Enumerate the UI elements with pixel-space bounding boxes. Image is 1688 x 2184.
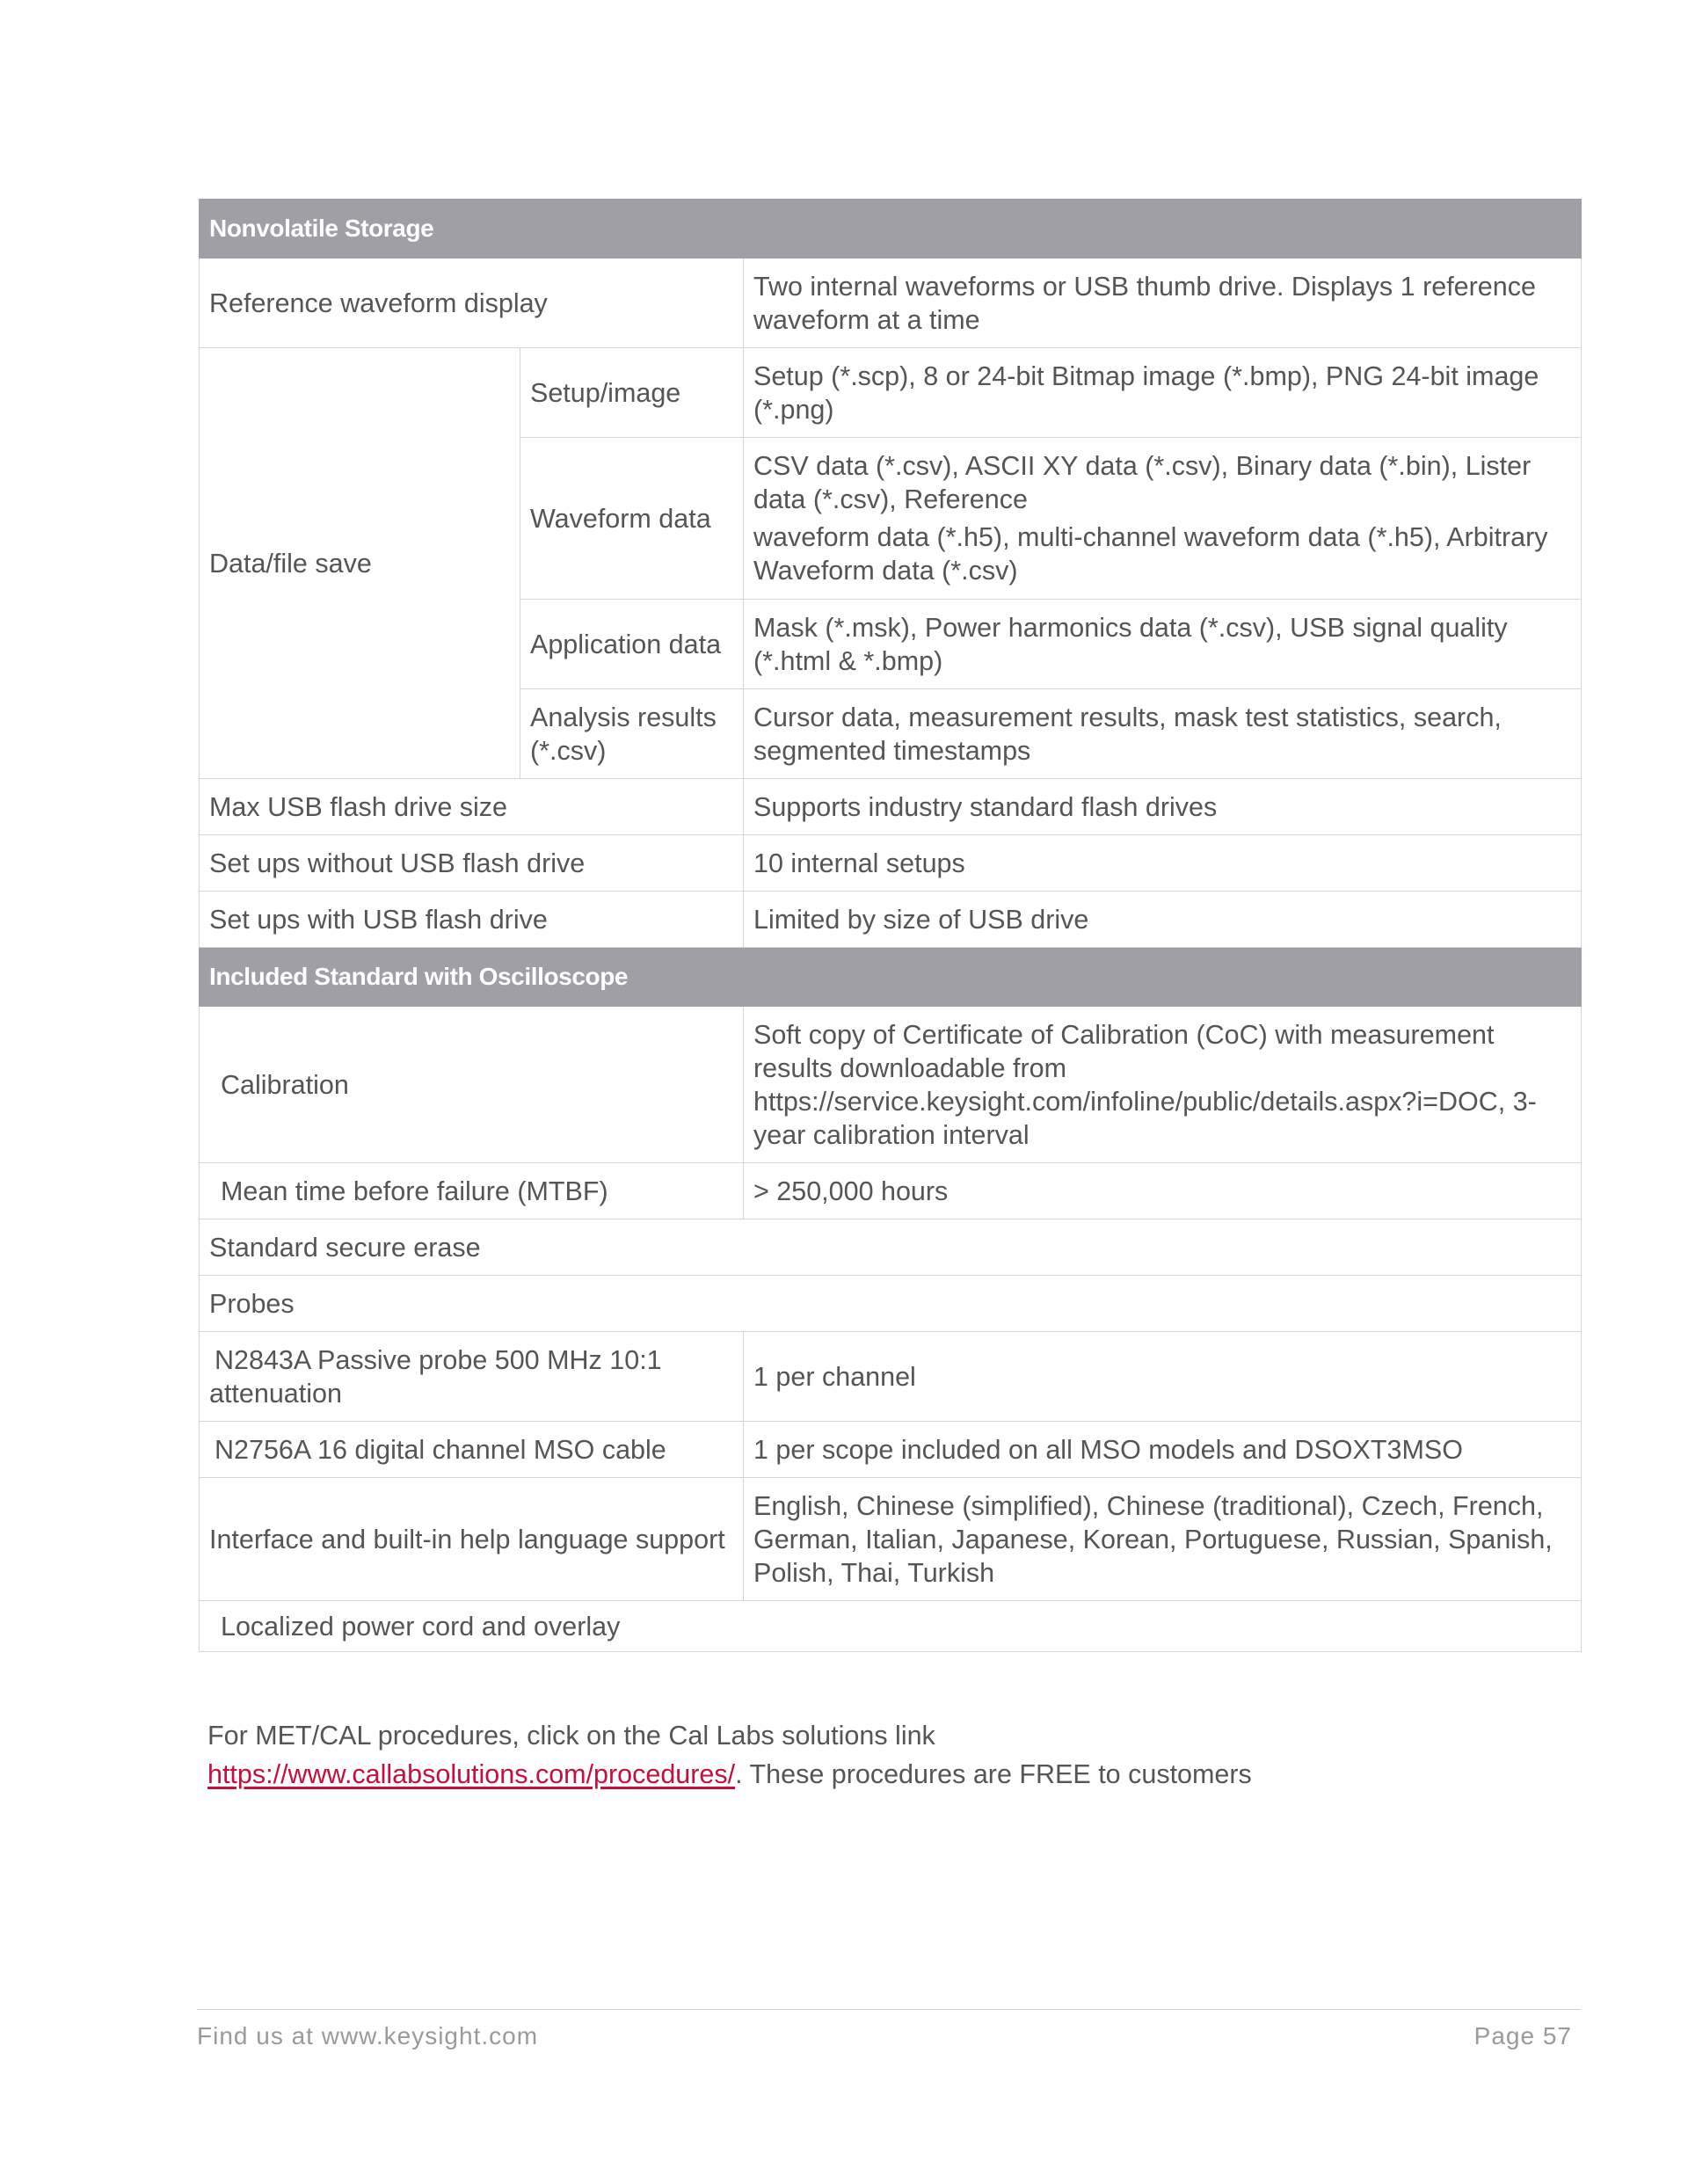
- row-value-language: English, Chinese (simplified), Chinese (traditional), Czech, French, German, Italian, Japanese, Korean, Portuguese, Russian, Spanish, Polish, Thai, Turkish: [744, 1478, 1582, 1601]
- table-row: [200, 1219, 1582, 1276]
- row-label-reference-waveform: Reference waveform display: [200, 258, 744, 348]
- row-value-setups-with-usb: Limited by size of USB drive: [744, 892, 1582, 948]
- row-label-language: Interface and built-in help language support: [200, 1478, 744, 1601]
- section-header-included-standard: Included Standard with Oscilloscope: [200, 948, 1582, 1007]
- callabsolutions-link[interactable]: https://www.callabsolutions.com/procedures/: [207, 1759, 736, 1789]
- row-value-probe-n2843a: 1 per channel: [744, 1332, 1582, 1422]
- row-value-calibration: Soft copy of Certificate of Calibration (CoC) with measurement results downloadable from https://service.keysight.com/infoline/public/details.aspx?i=DOC, 3-year calibration interval: [744, 1007, 1582, 1163]
- table-row: [200, 1163, 1582, 1219]
- probe-n2843a-text: N2843A Passive probe 500 MHz 10:1 attenuation: [209, 1344, 662, 1409]
- row-label-max-usb: Max USB flash drive size: [200, 779, 744, 835]
- met-cal-footnote: [207, 1716, 1252, 1794]
- sub-value-application-data: Mask (*.msk), Power harmonics data (*.csv), USB signal quality (*.html & *.bmp): [744, 600, 1582, 689]
- section-header-nonvolatile-storage: Nonvolatile Storage: [200, 200, 1582, 258]
- row-value-setups-without-usb: 10 internal setups: [744, 835, 1582, 892]
- row-label-cable-n2756a: N2756A 16 digital channel MSO cable: [200, 1422, 744, 1478]
- footnote-after-link: . These procedures are FREE to customers: [735, 1759, 1252, 1789]
- table-row: [200, 1332, 1582, 1422]
- footer-website: Find us at www.keysight.com: [197, 2022, 539, 2049]
- table-row: [200, 1007, 1582, 1163]
- row-label-setups-without-usb: Set ups without USB flash drive: [200, 835, 744, 892]
- table-row: [200, 892, 1582, 948]
- sub-label-waveform-data: Waveform data: [520, 438, 744, 600]
- section-header-row: [200, 948, 1582, 1007]
- waveform-data-paragraph-2: waveform data (*.h5), multi-channel waveform data (*.h5), Arbitrary Waveform data (*.csv): [753, 522, 1548, 586]
- row-label-data-file-save: Data/file save: [200, 348, 520, 779]
- waveform-data-paragraph-1: CSV data (*.csv), ASCII XY data (*.csv), Binary data (*.bin), Lister data (*.csv), Reference: [753, 451, 1532, 514]
- section-header-row: [200, 200, 1582, 258]
- row-secure-erase: Standard secure erase: [200, 1219, 1582, 1276]
- sub-value-analysis-results: Cursor data, measurement results, mask test statistics, search, segmented timestamps: [744, 689, 1582, 779]
- spec-table: [199, 199, 1582, 1652]
- table-row: [200, 1422, 1582, 1478]
- row-label-probe-n2843a: [200, 1332, 744, 1422]
- table-row: [200, 348, 1582, 438]
- sub-label-analysis-results: Analysis results (*.csv): [520, 689, 744, 779]
- table-row: [200, 779, 1582, 835]
- row-label-calibration: Calibration: [200, 1007, 744, 1163]
- sub-value-waveform-data: [744, 438, 1582, 600]
- row-value-max-usb: Supports industry standard flash drives: [744, 779, 1582, 835]
- footer-page-number: Page 57: [1473, 2022, 1572, 2049]
- sub-value-setup-image: Setup (*.scp), 8 or 24-bit Bitmap image (*.bmp), PNG 24-bit image (*.png): [744, 348, 1582, 438]
- row-value-reference-waveform: Two internal waveforms or USB thumb drive. Displays 1 reference waveform at a time: [744, 258, 1582, 348]
- table-row: [200, 835, 1582, 892]
- row-label-setups-with-usb: Set ups with USB flash drive: [200, 892, 744, 948]
- row-value-mtbf: > 250,000 hours: [744, 1163, 1582, 1219]
- row-label-mtbf: Mean time before failure (MTBF): [200, 1163, 744, 1219]
- table-row: [200, 1478, 1582, 1601]
- row-value-cable-n2756a: 1 per scope included on all MSO models and DSOXT3MSO: [744, 1422, 1582, 1478]
- footnote-line-1: For MET/CAL procedures, click on the Cal Labs solutions link: [207, 1721, 935, 1751]
- footnote-line-2: [207, 1755, 1252, 1794]
- table-row: [200, 1276, 1582, 1332]
- row-power-cord: Localized power cord and overlay: [200, 1601, 1582, 1652]
- row-probes: Probes: [200, 1276, 1582, 1332]
- footer-divider: [197, 2009, 1581, 2010]
- sub-label-setup-image: Setup/image: [520, 348, 744, 438]
- table-row: [200, 1601, 1582, 1652]
- table-row: [200, 258, 1582, 348]
- sub-label-application-data: Application data: [520, 600, 744, 689]
